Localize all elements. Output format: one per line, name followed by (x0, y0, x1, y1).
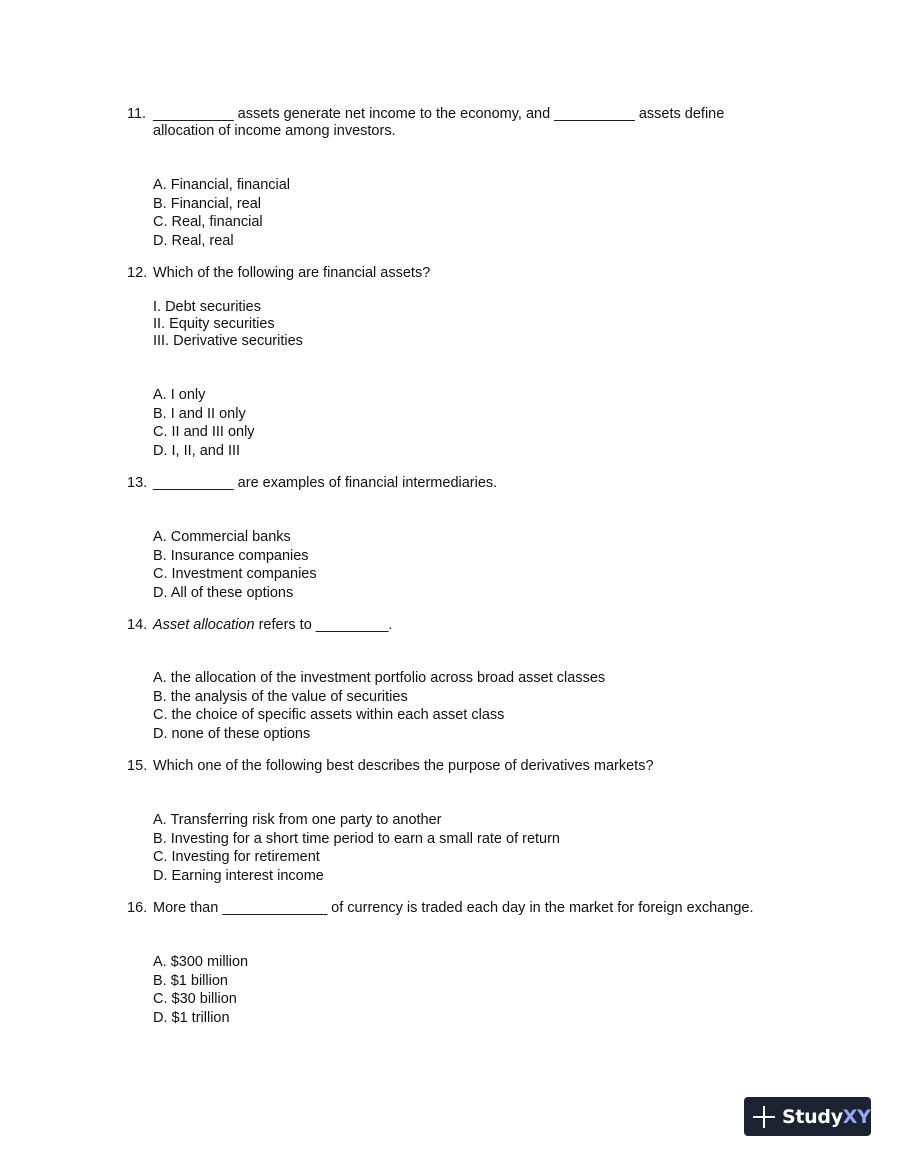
option-a: A. Financial, financial (153, 177, 291, 193)
statement-iii: III. Derivative securities (153, 333, 303, 349)
options-13 (153, 528, 317, 603)
question-13 (127, 475, 787, 492)
options-16 (153, 953, 248, 1028)
question-stem: Which one of the following best describes the purpose of derivatives markets? (153, 758, 654, 774)
question-number: 12. (127, 265, 148, 281)
option-b: B. Financial, real (153, 195, 261, 212)
option-a: A. Commercial banks (153, 529, 291, 545)
options-11 (153, 176, 290, 251)
option-c: C. Investment companies (153, 566, 317, 583)
option-d: D. Real, real (153, 233, 234, 250)
question-number: 15. (127, 758, 148, 774)
question-number: 11. (127, 106, 147, 122)
option-c: C. the choice of specific assets within each asset class (153, 707, 505, 724)
options-12 (153, 386, 255, 461)
logo-text-accent: XY (842, 1105, 871, 1128)
plus-icon (752, 1105, 776, 1129)
question-16 (127, 900, 787, 917)
option-d: D. I, II, and III (153, 443, 241, 460)
question-stem: Which of the following are financial assets? (153, 265, 431, 281)
question-14 (127, 617, 787, 634)
option-b: B. I and II only (153, 405, 246, 422)
option-d: D. $1 trillion (153, 1010, 230, 1027)
option-c: C. II and III only (153, 424, 255, 441)
question-number: 14. (127, 617, 148, 633)
option-a: A. $300 million (153, 954, 249, 970)
option-c: C. $30 billion (153, 991, 237, 1008)
question-12 (127, 265, 787, 282)
option-b: B. Insurance companies (153, 547, 309, 564)
question-stem: More than _____________ of currency is traded each day in the market for foreign exchange. (153, 900, 754, 916)
option-a: A. Transferring risk from one party to another (153, 812, 442, 828)
question-stem: __________ are examples of financial intermediaries. (153, 475, 498, 491)
option-b: B. the analysis of the value of securities (153, 688, 408, 705)
option-a: A. the allocation of the investment portfolio across broad asset classes (153, 670, 606, 686)
question-stem (153, 617, 787, 634)
question-11 (127, 106, 787, 140)
question-15 (127, 758, 787, 775)
question-number: 16. (127, 900, 148, 916)
option-b: B. $1 billion (153, 972, 228, 989)
option-b: B. Investing for a short time period to earn a small rate of return (153, 830, 560, 847)
question-stem-rest: refers to _________. (254, 617, 393, 633)
option-d: D. none of these options (153, 726, 311, 743)
statement-i: I. Debt securities (153, 299, 261, 315)
studyxy-logo[interactable] (744, 1097, 871, 1136)
option-a: A. I only (153, 387, 206, 403)
option-d: D. Earning interest income (153, 868, 324, 885)
question-stem: __________ assets generate net income to the economy, and __________ assets define allocation of income among investors. (153, 106, 725, 139)
option-c: C. Real, financial (153, 214, 263, 231)
statements-12 (153, 299, 303, 350)
question-number: 13. (127, 475, 148, 491)
option-d: D. All of these options (153, 585, 294, 602)
statement-ii: II. Equity securities (153, 316, 275, 332)
options-14 (153, 669, 605, 744)
question-stem-term: Asset allocation (153, 617, 255, 633)
option-c: C. Investing for retirement (153, 849, 320, 866)
options-15 (153, 811, 560, 886)
logo-text (782, 1106, 871, 1128)
logo-text-main: Study (782, 1105, 843, 1128)
